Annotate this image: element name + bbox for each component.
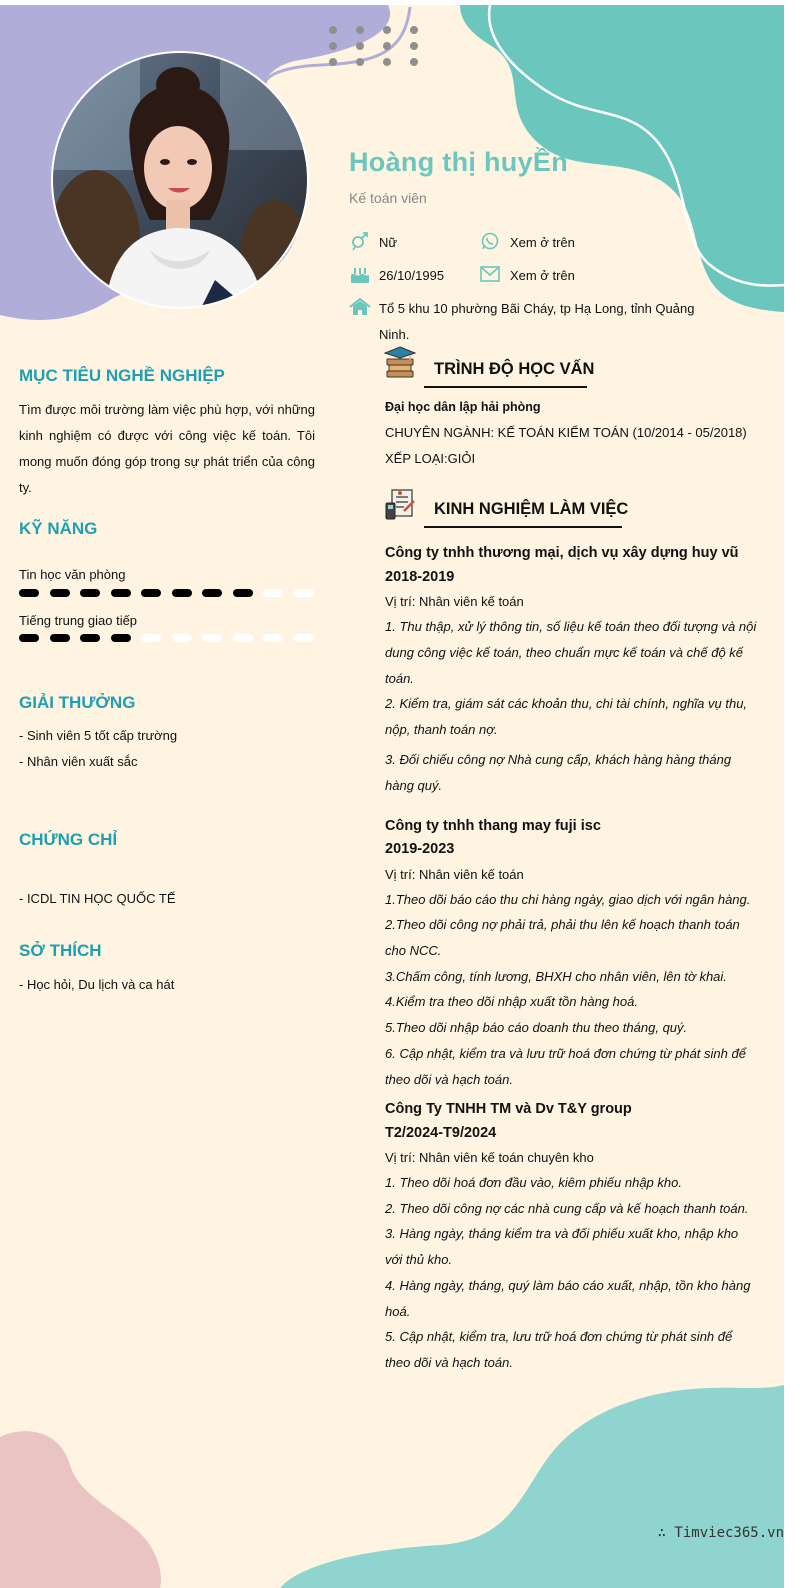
- decor-dot-grid: [329, 26, 429, 76]
- skills-title: KỸ NĂNG: [19, 519, 98, 538]
- career-goal-title: MỤC TIÊU NGHỀ NGHIỆP: [19, 366, 225, 385]
- job-duty: 5. Cập nhật, kiểm tra, lưu trữ hoá đơn chứng từ phát sinh để theo dõi và hạch toán.: [385, 1329, 733, 1370]
- skill-bar: [19, 634, 319, 642]
- experience-title: KINH NGHIỆM LÀM VIỆC: [434, 500, 629, 518]
- decor-blob-pink: [0, 1425, 170, 1588]
- hobby-item: - Học hỏi, Du lịch và ca hát: [19, 977, 175, 992]
- home-icon: [349, 297, 371, 317]
- award-item: - Nhân viên xuất sắc: [19, 754, 138, 769]
- experience-title-underline: [424, 526, 622, 528]
- education-title-underline: [424, 386, 587, 388]
- job-period: 2019-2023: [385, 841, 455, 857]
- skill-segment-filled: [80, 634, 100, 642]
- certificates-title: CHỨNG CHỈ: [19, 830, 118, 849]
- skill-segment-empty: [294, 589, 314, 597]
- skill-segment-filled: [111, 634, 131, 642]
- award-item: - Sinh viên 5 tốt cấp trường: [19, 728, 178, 743]
- job-duty: 2.Theo dõi công nợ phải trả, phải thu lên kế hoạch thanh toán cho NCC.: [385, 917, 740, 958]
- certificate-item: - ICDL TIN HỌC QUỐC TẾ: [19, 891, 176, 906]
- skill-segment-filled: [19, 634, 39, 642]
- job-period: 2018-2019: [385, 569, 455, 585]
- career-goal-line: mong muốn đóng góp trong sự phát triển của công: [19, 454, 315, 469]
- gender-icon: [349, 231, 371, 251]
- job-duty: 4. Hàng ngày, tháng, quý làm báo cáo xuất, nhập, tồn kho hàng hoá.: [385, 1278, 751, 1319]
- job-duty: 4.Kiểm tra theo dõi nhập xuất tồn hàng hoá.: [385, 994, 638, 1009]
- job-duty: 5.Theo dõi nhập báo cáo doanh thu theo tháng, quý.: [385, 1020, 688, 1035]
- books-graduation-cap-icon: [384, 345, 416, 379]
- address-line-1: Tổ 5 khu 10 phường Bãi Cháy, tp Hạ Long, tỉnh Quảng: [379, 301, 695, 316]
- brand-watermark: ∴ Timviec365.vn: [657, 1525, 784, 1541]
- awards-title: GIẢI THƯỞNG: [19, 693, 136, 712]
- skill-segment-filled: [80, 589, 100, 597]
- skill-segment-empty: [294, 634, 314, 642]
- skill-segment-filled: [202, 589, 222, 597]
- skill-label: Tin học văn phòng: [19, 567, 126, 582]
- candidate-role: Kế toán viên: [349, 190, 427, 206]
- email-value: Xem ở trên: [510, 268, 575, 283]
- birthday-value: 26/10/1995: [379, 268, 445, 283]
- decor-dot: [410, 42, 418, 50]
- work-experience-icon: [384, 487, 416, 521]
- birthday-cake-icon: [349, 264, 371, 284]
- decor-dot: [383, 58, 391, 66]
- job-position: Vị trí: Nhân viên kế toán chuyên kho: [385, 1150, 594, 1165]
- skill-segment-filled: [141, 589, 161, 597]
- candidate-name: Hoàng thị huyỀn: [349, 147, 568, 177]
- job-duty: 3.Chấm công, tính lương, BHXH cho nhân viên, lên tờ khai.: [385, 969, 727, 984]
- job-position: Vị trí: Nhân viên kế toán: [385, 594, 524, 609]
- hobbies-title: SỞ THÍCH: [19, 941, 102, 960]
- career-goal-line: kinh nghiệm có được với công việc kế toán. Tôi: [19, 428, 315, 443]
- education-title: TRÌNH ĐỘ HỌC VẤN: [434, 360, 595, 378]
- job-period: T2/2024-T9/2024: [385, 1125, 497, 1141]
- job-duty: 3. Hàng ngày, tháng kiểm tra và đối phiếu xuất kho, nhập kho với thủ kho.: [385, 1226, 739, 1267]
- skill-segment-empty: [263, 589, 283, 597]
- decor-dot: [356, 26, 364, 34]
- skill-segment-filled: [172, 589, 192, 597]
- skill-segment-filled: [233, 589, 253, 597]
- skill-segment-filled: [50, 634, 70, 642]
- career-goal-line: Tìm được môi trường làm việc phù hợp, với những: [19, 402, 315, 417]
- gender-value: Nữ: [379, 235, 398, 250]
- job-duty: 1. Thu thập, xử lý thông tin, số liệu kế toán theo đối tượng và nội dung công việc kế toán, theo chuẩn mực kế toán và chế độ kế toán.: [385, 619, 757, 686]
- decor-dot: [329, 26, 337, 34]
- whatsapp-icon: [479, 231, 501, 251]
- education-school: Đại học dân lập hải phòng: [385, 400, 541, 414]
- job-position: Vị trí: Nhân viên kế toán: [385, 867, 524, 882]
- skill-segment-empty: [172, 634, 192, 642]
- career-goal-text: [19, 397, 315, 501]
- career-goal-line: ty.: [19, 480, 32, 495]
- skill-segment-empty: [233, 634, 253, 642]
- job-company: Công ty tnhh thương mại, dịch vụ xây dựng huy vũ: [385, 545, 739, 561]
- education-major: CHUYÊN NGÀNH: KẾ TOÁN KIỂM TOÁN (10/2014 - 05/2018): [385, 425, 747, 440]
- decor-dot: [383, 26, 391, 34]
- job-duty: 6. Cập nhật, kiểm tra và lưu trữ hoá đơn chứng từ phát sinh để theo dõi và hạch toán.: [385, 1046, 746, 1087]
- skill-segment-filled: [19, 589, 39, 597]
- job-duty: 1. Theo dõi hoá đơn đầu vào, kiêm phiếu nhập kho.: [385, 1175, 682, 1190]
- decor-blob-teal-bottom: [280, 1385, 784, 1588]
- decor-dot: [356, 42, 364, 50]
- email-icon: [479, 264, 501, 284]
- job-duty: 1.Theo dõi báo cáo thu chi hàng ngày, giao dịch với ngân hàng.: [385, 892, 751, 907]
- job-duty: 2. Kiểm tra, giám sát các khoản thu, chi tài chính, nghĩa vụ thu, nộp, thanh toán nợ.: [385, 696, 748, 737]
- skill-segment-empty: [141, 634, 161, 642]
- skill-segment-empty: [263, 634, 283, 642]
- decor-dot: [329, 42, 337, 50]
- address-line-2: Ninh.: [379, 327, 410, 342]
- job-duty: 3. Đối chiếu công nợ Nhà cung cấp, khách hàng hàng tháng hàng quý.: [385, 752, 732, 793]
- decor-dot: [410, 58, 418, 66]
- job-company: Công ty tnhh thang may fuji isc: [385, 818, 601, 834]
- skill-label: Tiếng trung giao tiếp: [19, 613, 138, 628]
- decor-dot: [356, 58, 364, 66]
- skill-segment-empty: [202, 634, 222, 642]
- cv-page: [0, 5, 784, 1588]
- decor-dot: [383, 42, 391, 50]
- education-grade: XẾP LOẠI:GIỎI: [385, 451, 476, 466]
- job-company: Công Ty TNHH TM và Dv T&Y group: [385, 1101, 632, 1117]
- decor-dot: [329, 58, 337, 66]
- skill-segment-filled: [111, 589, 131, 597]
- skill-segment-filled: [50, 589, 70, 597]
- job-duty: 2. Theo dõi công nợ các nhà cung cấp và kế hoạch thanh toán.: [385, 1201, 749, 1216]
- skill-bar: [19, 589, 319, 597]
- decor-dot: [410, 26, 418, 34]
- phone-value: Xem ở trên: [510, 235, 575, 250]
- avatar: [50, 50, 310, 310]
